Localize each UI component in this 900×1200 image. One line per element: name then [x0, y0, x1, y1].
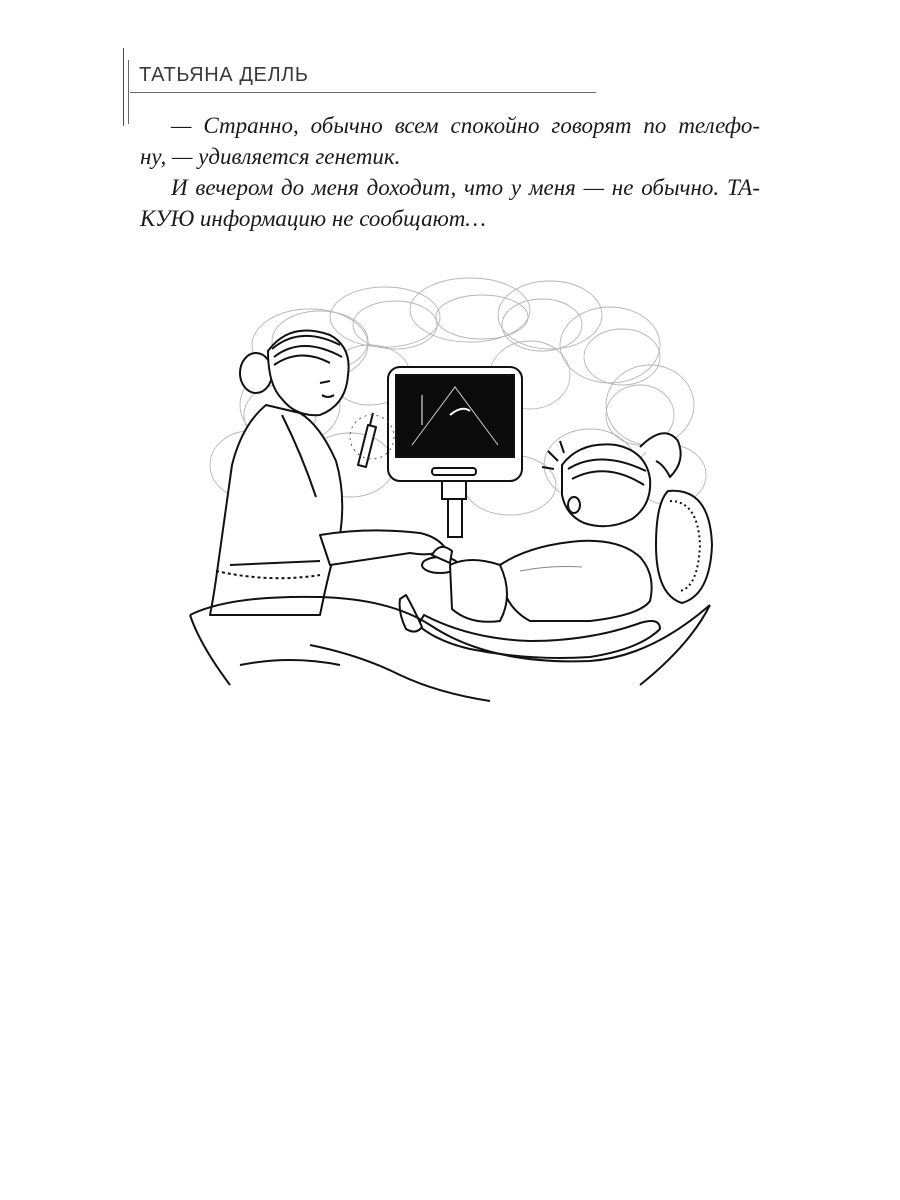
ultrasound-illustration [170, 265, 740, 715]
text-line: КУЮ информацию не сообщают… [140, 206, 486, 231]
text-line: И вечером до меня доходит, что у меня — не обычно. ТА- [171, 175, 760, 200]
header-vertical-rule [123, 48, 124, 126]
body-text [140, 110, 760, 234]
text-line: — Странно, обычно всем спокойно говорят по телефо- [171, 113, 760, 138]
text-line: ну, — удивляется генетик. [140, 144, 401, 169]
running-head-author: ТАТЬЯНА ДЕЛЛЬ [139, 64, 309, 86]
ultrasound-monitor [388, 367, 522, 537]
header-horizontal-rule [130, 92, 596, 93]
header-vertical-rule-inner [128, 60, 129, 124]
